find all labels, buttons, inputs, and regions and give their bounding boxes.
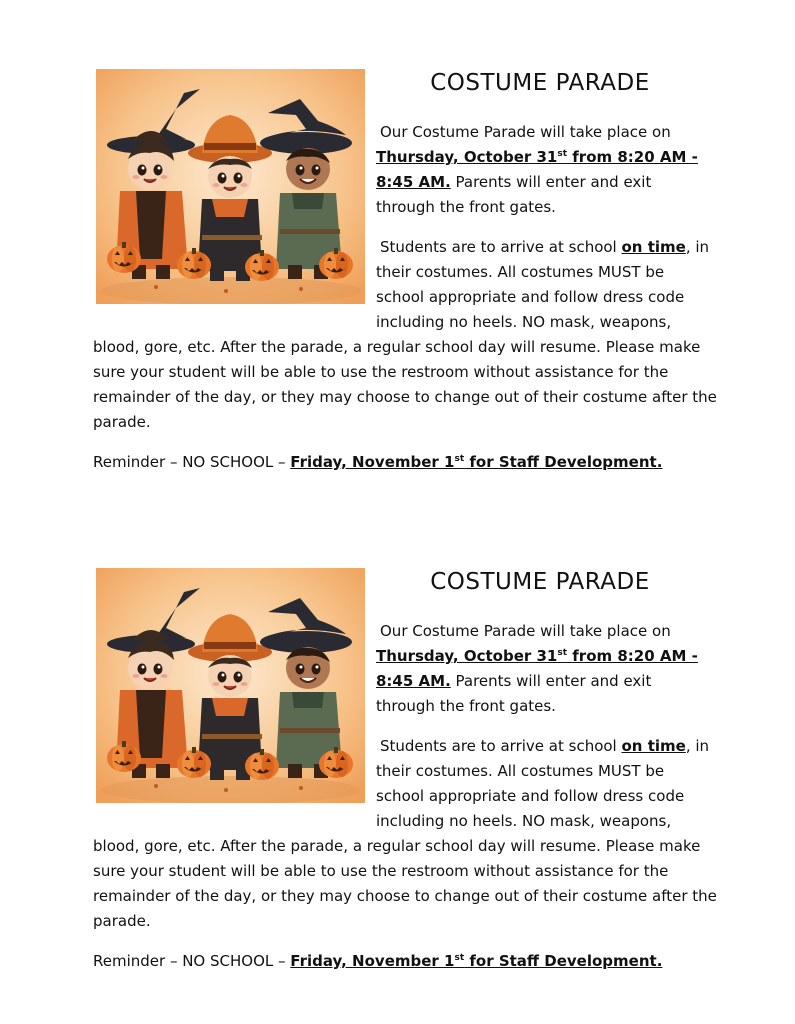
arrival-text: Students are to arrive at school: [380, 238, 622, 256]
gates-line: through the front gates.: [376, 697, 556, 715]
gates-line: through the front gates.: [376, 198, 556, 216]
flyer-top: [0, 0, 795, 500]
rules-line-5: sure your student will be able to use the restroom without assistance for the: [93, 363, 669, 381]
no-school-date-text: Friday, November 1: [290, 952, 455, 970]
costume-kids-image: [96, 69, 365, 304]
parade-time-start: from 8:20 AM -: [567, 148, 698, 166]
parade-date-line: [376, 145, 698, 170]
parade-time-end: 8:45 AM.: [376, 173, 451, 191]
arrival-tail: , in: [685, 238, 710, 256]
parade-intro-line: [380, 619, 671, 644]
reminder-lead: Reminder – NO SCHOOL –: [93, 952, 291, 970]
gates-text: Parents will enter and exit: [450, 173, 652, 191]
costume-kids-image: [96, 568, 365, 803]
arrival-text: Students are to arrive at school: [380, 737, 622, 755]
staff-development-text: for Staff Development.: [464, 952, 663, 970]
gates-text: Parents will enter and exit: [450, 672, 652, 690]
parade-date-text: Thursday, October 31: [376, 647, 558, 665]
on-time-text: on time: [621, 238, 686, 256]
rules-line-2: school appropriate and follow dress code: [376, 787, 685, 805]
date-suffix: st: [557, 149, 568, 159]
halloween-kids-illustration: [96, 568, 365, 803]
no-school-date-text: Friday, November 1: [290, 453, 455, 471]
reminder-line: [93, 450, 662, 475]
intro-text: Our Costume Parade will take place on: [380, 123, 671, 141]
rules-line-6: remainder of the day, or they may choose to change out of their costume after the: [93, 388, 717, 406]
no-school-date-suffix: st: [454, 454, 465, 464]
parade-date: [376, 148, 698, 166]
parade-date-line: [376, 644, 698, 669]
rules-line-1: their costumes. All costumes MUST be: [376, 762, 665, 780]
no-school-date-suffix: st: [454, 953, 465, 963]
rules-line-6: remainder of the day, or they may choose to change out of their costume after the: [93, 887, 717, 905]
arrival-line: [380, 235, 709, 260]
parade-intro-line: [380, 120, 671, 145]
rules-line-2: school appropriate and follow dress code: [376, 288, 685, 306]
arrival-line: [380, 734, 709, 759]
parade-date-text: Thursday, October 31: [376, 148, 558, 166]
reminder-line: [93, 949, 662, 974]
arrival-tail: , in: [685, 737, 710, 755]
on-time-text: on time: [621, 737, 686, 755]
rules-line-7: parade.: [93, 912, 151, 930]
page-title: COSTUME PARADE: [430, 569, 650, 595]
page-title: COSTUME PARADE: [430, 70, 650, 96]
parade-time-start: from 8:20 AM -: [567, 647, 698, 665]
rules-line-4: blood, gore, etc. After the parade, a regular school day will resume. Please make: [93, 338, 701, 356]
rules-line-1: their costumes. All costumes MUST be: [376, 263, 665, 281]
rules-line-3: including no heels. NO mask, weapons,: [376, 812, 672, 830]
rules-line-3: including no heels. NO mask, weapons,: [376, 313, 672, 331]
parade-date: [376, 647, 698, 665]
staff-development-text: for Staff Development.: [464, 453, 663, 471]
reminder-lead: Reminder – NO SCHOOL –: [93, 453, 291, 471]
no-school-date: [290, 453, 662, 471]
halloween-kids-illustration: [96, 69, 365, 304]
date-suffix: st: [557, 648, 568, 658]
parade-time-end: 8:45 AM.: [376, 672, 451, 690]
flyer-bottom: [0, 499, 795, 999]
parade-time-line: [376, 669, 651, 694]
rules-line-5: sure your student will be able to use the restroom without assistance for the: [93, 862, 669, 880]
no-school-date: [290, 952, 662, 970]
parade-time-line: [376, 170, 651, 195]
intro-text: Our Costume Parade will take place on: [380, 622, 671, 640]
rules-line-7: parade.: [93, 413, 151, 431]
rules-line-4: blood, gore, etc. After the parade, a regular school day will resume. Please make: [93, 837, 701, 855]
